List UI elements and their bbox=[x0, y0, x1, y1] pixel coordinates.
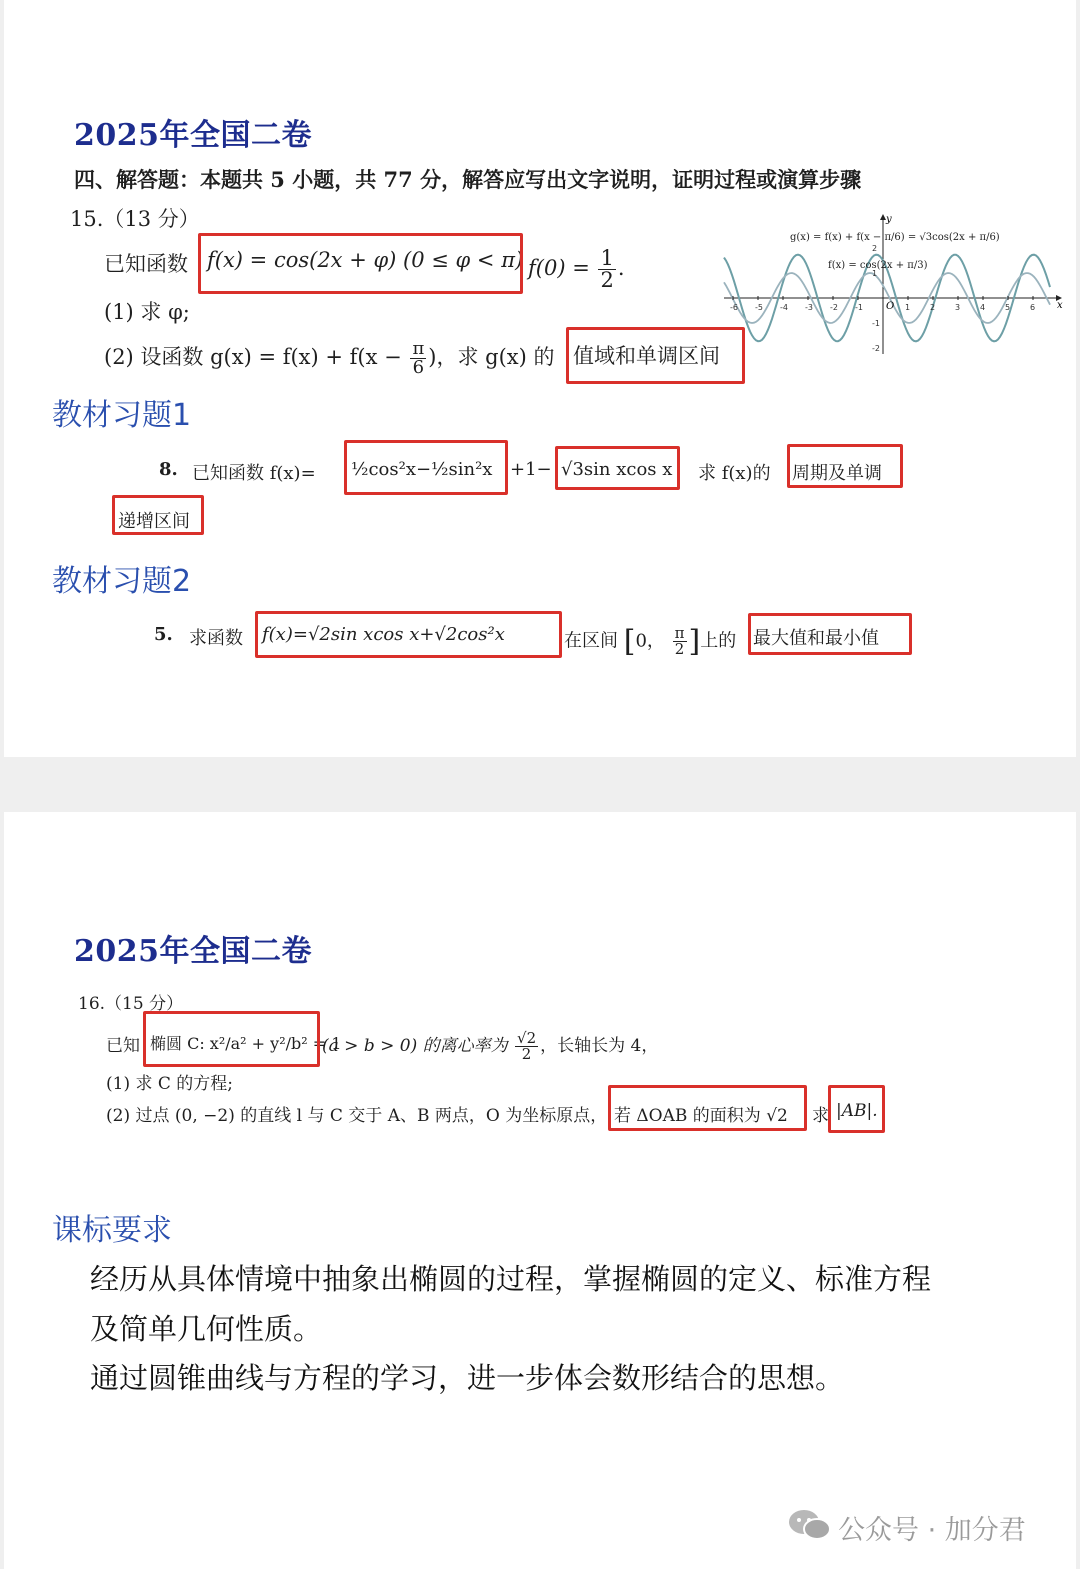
curriculum-line-1: 经历从具体情境中抽象出椭圆的过程，掌握椭圆的定义、标准方程 bbox=[90, 1262, 932, 1296]
highlight-box-tb1-expr2 bbox=[555, 446, 680, 490]
q15-part1: (1) 求 φ; bbox=[104, 300, 190, 324]
x-tick-label: 4 bbox=[980, 303, 986, 312]
highlight-box-tb2-maxmin bbox=[748, 613, 912, 655]
q16-intro: 已知 bbox=[106, 1036, 140, 1056]
highlight-box-ellipse bbox=[143, 1011, 320, 1067]
tb1-number: 8. bbox=[159, 459, 178, 480]
q16-condition: (a > b > 0) 的离心率为 $\frac{√2}{2}$ ，长轴长为 4， bbox=[322, 1029, 659, 1063]
curriculum-line-2: 及简单几何性质。 bbox=[90, 1312, 323, 1346]
q16-number: 16.（15 分） bbox=[78, 994, 184, 1014]
highlight-box-area bbox=[608, 1085, 807, 1131]
highlight-box-range bbox=[566, 327, 745, 384]
highlight-box-tb1-period bbox=[787, 444, 903, 488]
x-tick-label: -2 bbox=[830, 303, 838, 312]
q15-number: 15.（13 分） bbox=[70, 207, 200, 231]
tb1-increasing: 递增区间 bbox=[118, 511, 190, 532]
section-header: 四、解答题：本题共 5 小题，共 77 分，解答应写出文字说明，证明过程或演算步骤 bbox=[74, 167, 862, 192]
q16-part1: (1) 求 C 的方程; bbox=[106, 1074, 234, 1094]
q16-area: 若 ΔOAB 的面积为 √2 bbox=[614, 1106, 788, 1126]
wechat-icon bbox=[787, 1507, 833, 1543]
x-tick-label: -6 bbox=[730, 303, 738, 312]
tb2-intro: 求函数 bbox=[189, 628, 243, 649]
axis-x-label: x bbox=[1057, 300, 1063, 311]
x-tick-label: -3 bbox=[805, 303, 813, 312]
textbook-exercise-1-title: 教材习题1 bbox=[52, 398, 192, 433]
watermark-text: 公众号 · 加分君 bbox=[838, 1515, 1026, 1546]
tb2-number: 5. bbox=[154, 624, 173, 645]
tb1-period: 周期及单调 bbox=[792, 463, 882, 484]
tb1-ask: 求 f(x)的 bbox=[698, 463, 771, 484]
tb1-expr2: √3sin xcos x bbox=[561, 459, 673, 480]
q15-intro: 已知函数 bbox=[104, 252, 188, 276]
document-page-2 bbox=[4, 812, 1076, 1569]
function-graph bbox=[720, 208, 1066, 356]
tb2-function: f(x)=√2sin xcos x+√2cos²x bbox=[262, 624, 505, 645]
axis-y-label: y bbox=[886, 214, 892, 225]
document-page-1 bbox=[4, 0, 1076, 757]
y-tick-label: -2 bbox=[872, 344, 880, 353]
tb2-maxmin: 最大值和最小值 bbox=[753, 628, 879, 649]
tb1-intro: 已知函数 f(x)= bbox=[192, 463, 316, 484]
fraction-half: $\frac{1}{2}$ bbox=[600, 246, 614, 292]
x-tick-label: -5 bbox=[755, 303, 763, 312]
highlight-box-ab bbox=[828, 1085, 885, 1133]
x-tick-label: 6 bbox=[1030, 303, 1036, 312]
q16-part2: (2) 过点 (0, −2) 的直线 l 与 C 交于 A、B 两点，O 为坐标原点， bbox=[106, 1106, 608, 1126]
q15-given: f(0) = $\frac{1}{2}$ . bbox=[528, 246, 625, 292]
textbook-exercise-2-title: 教材习题2 bbox=[52, 564, 192, 599]
x-tick-label: 1 bbox=[905, 303, 911, 312]
tb1-plus: +1− bbox=[510, 459, 552, 480]
q15-part2-highlight: 值域和单调区间 bbox=[573, 344, 720, 368]
highlight-box-function bbox=[198, 233, 523, 294]
tb2-interval: 在区间 [0， $\frac{\pi}{2}$ ]上的 bbox=[564, 624, 737, 659]
y-tick-label: 1 bbox=[872, 269, 878, 278]
q16-ask: 求 bbox=[812, 1106, 829, 1126]
x-tick-label: -4 bbox=[780, 303, 788, 312]
highlight-box-tb1-increasing bbox=[112, 495, 204, 535]
q15-function: f(x) = cos(2x + φ) (0 ≤ φ < π) bbox=[207, 248, 524, 272]
y-tick-label: -1 bbox=[872, 319, 880, 328]
curriculum-title: 课标要求 bbox=[52, 1213, 172, 1248]
highlight-box-tb1-expr1 bbox=[344, 440, 508, 495]
exam-title: 2025年全国二卷 bbox=[74, 118, 312, 153]
x-tick-label: 2 bbox=[930, 303, 936, 312]
graph-label-g: g(x) = f(x) + f(x − π/6) = √3cos(2x + π/6) bbox=[790, 232, 1000, 243]
x-tick-label: -1 bbox=[855, 303, 863, 312]
q16-ab: |AB|. bbox=[836, 1101, 878, 1121]
q16-ellipse: 椭圆 C: x²/a² + y²/b² = 1 bbox=[150, 1034, 342, 1053]
highlight-box-tb2-function bbox=[255, 611, 562, 658]
tb1-expr1: ½cos²x−½sin²x bbox=[351, 459, 493, 480]
y-tick-label: 2 bbox=[872, 244, 878, 253]
curriculum-line-3: 通过圆锥曲线与方程的学习，进一步体会数形结合的思想。 bbox=[90, 1361, 845, 1395]
x-tick-label: 5 bbox=[1005, 303, 1011, 312]
q15-part2: (2) 设函数 g(x) = f(x) + f(x − $\frac{\pi}{6}$ )，求 g(x) 的 bbox=[104, 338, 555, 378]
origin-label: O bbox=[886, 301, 895, 312]
exam-title-2: 2025年全国二卷 bbox=[74, 934, 312, 969]
x-tick-label: 3 bbox=[955, 303, 961, 312]
graph-label-f: f(x) = cos(2x + π/3) bbox=[828, 260, 928, 271]
